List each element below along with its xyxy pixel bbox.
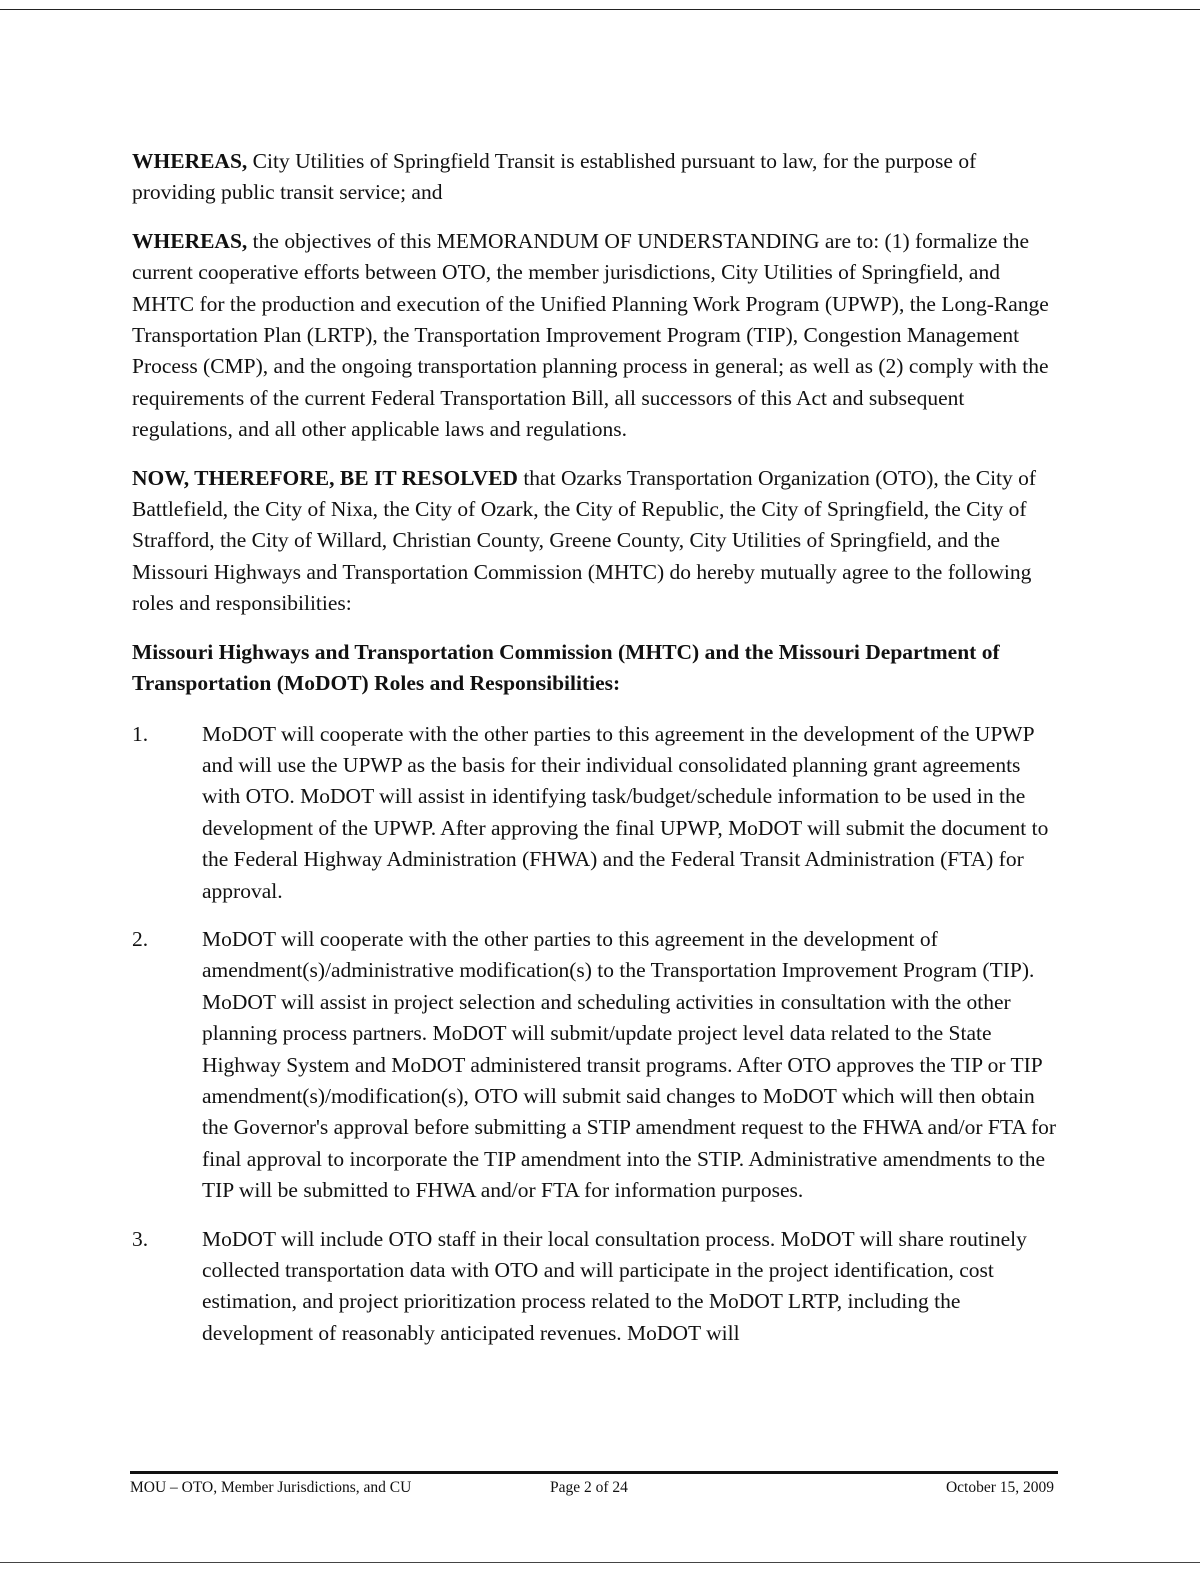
- footer-page-number: Page 2 of 24: [550, 1479, 628, 1496]
- page-footer: [130, 1471, 1058, 1496]
- whereas-paragraph-2: [132, 226, 1062, 446]
- resolved-text: that Ozarks Transportation Organization (OTO), the City of Battlefield, the City of Nixa, the City of Ozark, the City of Republic, the City of Springfield, the City of Strafford, the City of Willard, Christian County, Greene County, City Utilities of Springfield, and the Missouri Highways and Transportation Commission (MHTC) do hereby mutually agree to the following roles and responsibilities:: [132, 465, 1037, 616]
- list-item: [132, 924, 1062, 1207]
- list-item-text: MoDOT will cooperate with the other parties to this agreement in the development of the UPWP and will use the UPWP as the basis for their individual consolidated planning grant agreements with OTO. MoDOT will assist in identifying task/budget/schedule information to be used in the development of the UPWP. After approving the final UPWP, MoDOT will submit the document to the Federal Highway Administration (FHWA) and the Federal Transit Administration (FTA) for approval.: [202, 721, 1049, 903]
- list-item-number: 2.: [132, 926, 149, 951]
- document-body: [132, 146, 1062, 1366]
- list-item: [132, 1224, 1062, 1350]
- list-item-number: 3.: [132, 1226, 149, 1251]
- section-heading: Missouri Highways and Transportation Commission (MHTC) and the Missouri Department of Transportation (MoDOT) Roles and Responsibilities:: [132, 639, 1000, 696]
- bottom-scan-rule: [0, 1562, 1200, 1563]
- whereas-text: the objectives of this MEMORANDUM OF UNDERSTANDING are to: (1) formalize the current cooperative efforts between OTO, the member jurisdictions, City Utilities of Springfield, and MHTC for the production and execution of the Unified Planning Work Program (UPWP), the Long-Range Transportation Plan (LRTP), the Transportation Improvement Program (TIP), Congestion Management Process (CMP), and the ongoing transportation planning process in general; as well as (2) comply with the requirements of the current Federal Transportation Bill, all successors of this Act and subsequent regulations, and all other applicable laws and regulations.: [132, 228, 1049, 442]
- whereas-text: City Utilities of Springfield Transit is established pursuant to law, for the purpose of providing public transit service; and: [132, 149, 977, 205]
- resolved-lead: NOW, THEREFORE, BE IT RESOLVED: [132, 465, 518, 490]
- top-scan-rule: [0, 9, 1200, 10]
- whereas-lead: WHEREAS,: [132, 149, 248, 173]
- resolved-paragraph: [132, 463, 1062, 620]
- whereas-paragraph-1: [132, 146, 1062, 209]
- list-item: [132, 719, 1062, 907]
- footer-date: October 15, 2009: [945, 1479, 1054, 1496]
- list-item-text: MoDOT will include OTO staff in their local consultation process. MoDOT will share routinely collected transportation data with OTO and will participate in the project identification, cost estimation, and project prioritization process related to the MoDOT LRTP, including the development of reasonably anticipated revenues. MoDOT will: [202, 1226, 1027, 1345]
- list-item-text: MoDOT will cooperate with the other parties to this agreement in the development of amendment(s)/administrative modification(s) to the Transportation Improvement Program (TIP). MoDOT will assist in project selection and scheduling activities in consultation with the other planning process partners. MoDOT will submit/update project level data related to the State Highway System and MoDOT administered transit programs. After OTO approves the TIP or TIP amendment(s)/modification(s), OTO will submit said changes to MoDOT which will then obtain the Governor's approval before submitting a STIP amendment request to the FHWA and/or FTA for final approval to incorporate the TIP amendment into the STIP. Administrative amendments to the TIP will be submitted to FHWA and/or FTA for information purposes.: [202, 926, 1057, 1203]
- whereas-lead: WHEREAS,: [132, 228, 248, 253]
- footer-document-title: MOU – OTO, Member Jurisdictions, and CU: [130, 1479, 412, 1496]
- list-item-number: 1.: [132, 721, 149, 746]
